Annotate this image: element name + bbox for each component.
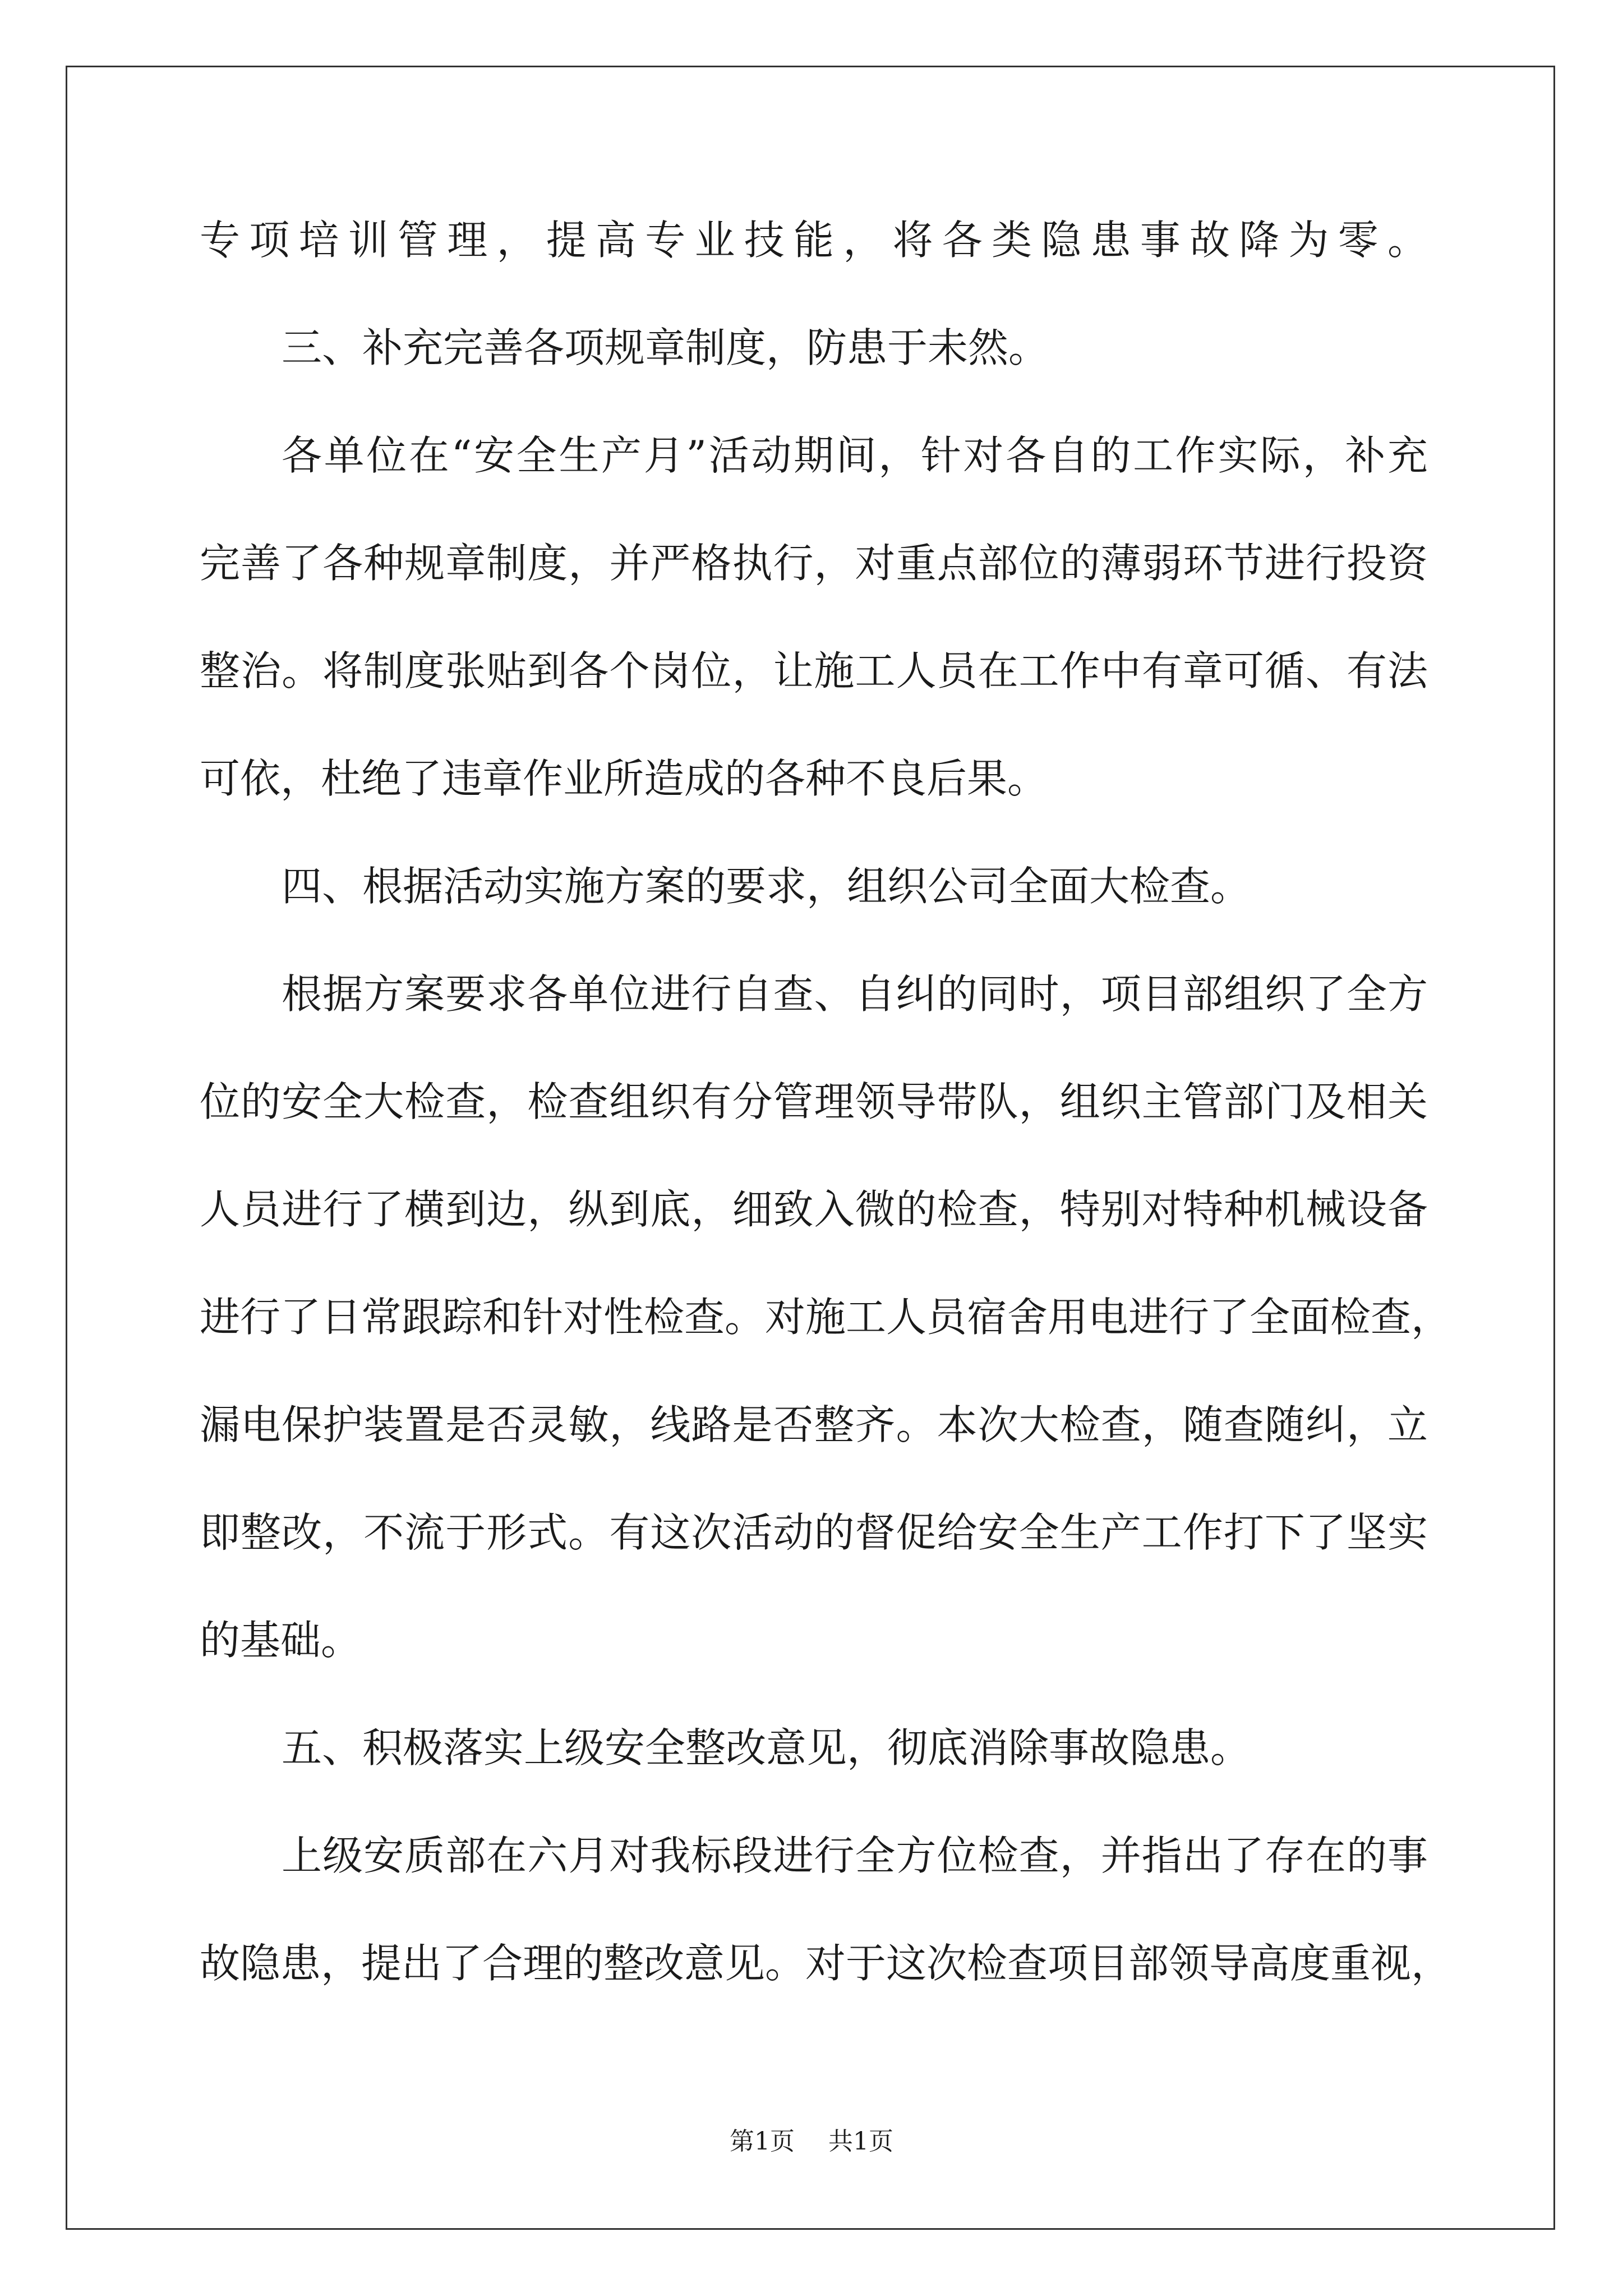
paragraph-line: 位的安全大检查，检查组织有分管理领导带队，组织主管部门及相关 (200, 1078, 1428, 1125)
paragraph-line: 进行了日常跟踪和针对性检查。对施工人员宿舍用电进行了全面检查， (200, 1294, 1452, 1341)
paragraph-line: 漏电保护装置是否灵敏，线路是否整齐。本次大检查，随查随纠，立 (200, 1401, 1428, 1448)
section-heading: 五、积极落实上级安全整改意见，彻底消除事故隐患。 (282, 1724, 1251, 1772)
paragraph-line: 上级安质部在六月对我标段进行全方位检查，并指出了存在的事 (282, 1832, 1428, 1879)
paragraph-line: 整治。将制度张贴到各个岗位，让施工人员在工作中有章可循、有法 (200, 647, 1428, 694)
paragraph-line: 故隐患，提出了合理的整改意见。对于这次检查项目部领导高度重视， (200, 1940, 1452, 1987)
page-total: 共1页 (828, 2127, 893, 2156)
page-number: 第1页 (730, 2127, 795, 2156)
paragraph-line: 的基础。 (200, 1617, 362, 1664)
section-heading: 三、补充完善各项规章制度，防患于未然。 (282, 324, 1049, 371)
paragraph-line: 可依，杜绝了违章作业所造成的各种不良后果。 (200, 755, 1048, 802)
section-heading: 四、根据活动实施方案的要求，组织公司全面大检查。 (282, 863, 1251, 910)
paragraph-line: 各单位在“安全生产月”活动期间，针对各自的工作实际，补充 (282, 432, 1428, 479)
paragraph-line: 根据方案要求各单位进行自查、自纠的同时，项目部组织了全方 (282, 970, 1428, 1018)
paragraph-line: 即整改，不流于形式。有这次活动的督促给安全生产工作打下了坚实 (200, 1509, 1428, 1556)
document-body (200, 213, 1452, 1990)
paragraph-line: 专项培训管理，提高专业技能，将各类隐患事故降为零。 (200, 217, 1428, 264)
paragraph-line: 完善了各种规章制度，并严格执行，对重点部位的薄弱环节进行投资 (200, 540, 1428, 587)
paragraph-line: 人员进行了横到边，纵到底，细致入微的检查，特别对特种机械设备 (200, 1186, 1428, 1233)
page-footer (0, 2126, 1623, 2157)
